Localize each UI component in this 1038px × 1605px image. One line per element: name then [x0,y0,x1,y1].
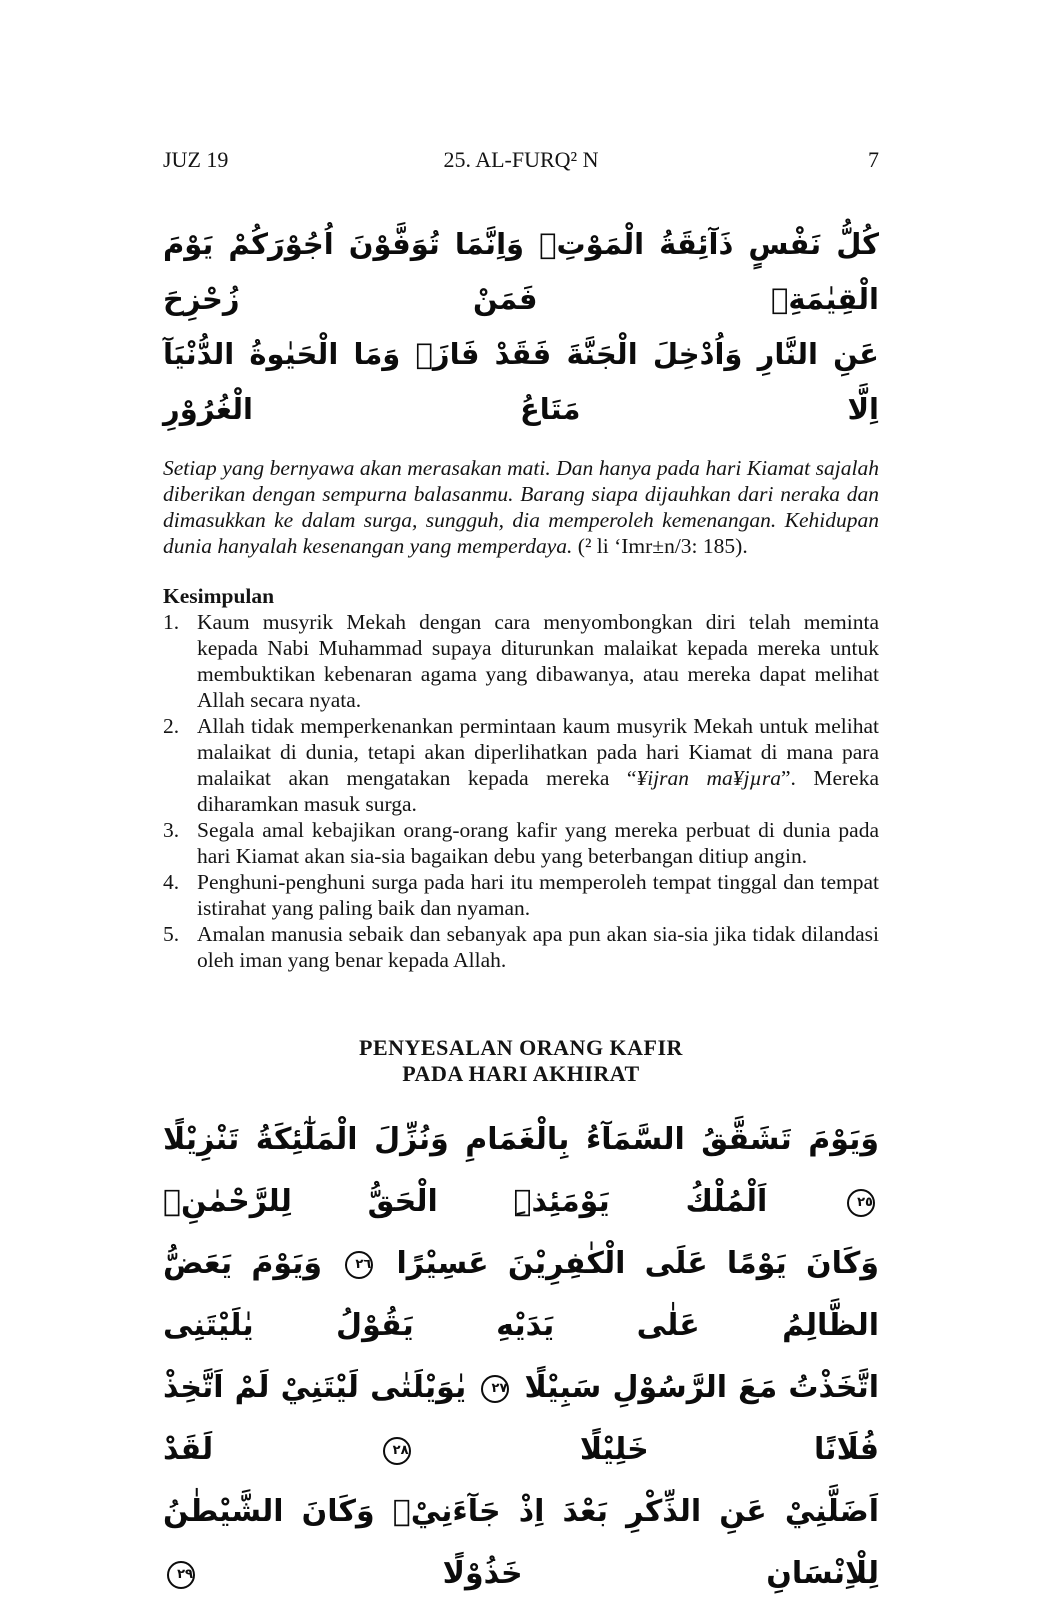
arabic-text: اتَّخَذْتُ مَعَ الرَّسُوْلِ سَبِيْلًا [513,1370,879,1405]
roman-text-segment: Allah tidak memperkenankan permintaan kaum musyrik Mekah untuk melihat malaikat di dunia, tetapi akan diperlihatkan pada hari Kiamat di mana para malaikat akan mengatakan kepada mereka “ [197,714,879,790]
arabic-verse-block-top [163,217,879,437]
italic-text-segment: ¥ijran ma¥jµra [636,766,781,790]
arabic-verse-line [163,217,879,327]
arabic-text: وَكَانَ يَوْمًا عَلَى الْكٰفِرِيْنَ عَسِيْرًا [377,1246,879,1281]
running-header [163,147,879,173]
verse-translation [163,455,879,559]
list-item-text [197,869,879,921]
roman-text-segment: Kaum musyrik Mekah dengan cara menyombongkan diri telah meminta kepada Nabi Muhammad supaya diturunkan malaikat kepada mereka untuk membuktikan kebenaran agama yang dibawanya, atau mereka dapat melihat Allah secara nyata. [197,610,879,712]
list-item-number: 1. [163,610,180,634]
arabic-verse-line [163,327,879,437]
arabic-text: عَنِ النَّارِ وَاُدْخِلَ الْجَنَّةَ فَقَدْ فَازَۗ وَمَا الْحَيٰوةُ الدُّنْيَآ اِلَّا مَتَاعُ الْغُرُوْرِ [163,337,879,426]
italic-text-segment: Setiap yang bernyawa akan merasakan mati. Dan hanya pada hari Kiamat sajalah diberikan dengan sempurna balasanmu. Barang siapa dijauhkan dari neraka dan dimasukkan ke dalam surga, sungguh, dia memperoleh kemenangan. Kehidupan dunia hanyalah kesenangan yang memperdaya. [163,456,879,558]
list-item [163,713,879,817]
arabic-text: اَضَلَّنِيْ عَنِ الذِّكْرِ بَعْدَ اِذْ جَآءَنِيْۗ وَكَانَ الشَّيْطٰنُ لِلْاِنْسَانِ خَذُوْلًا [163,1494,879,1591]
list-item [163,609,879,713]
list-item [163,921,879,973]
arabic-verse-block-bottom [163,1109,879,1605]
arabic-text: كُلُّ نَفْسٍ ذَآئِقَةُ الْمَوْتِۗ وَاِنَّمَا تُوَفَّوْنَ اُجُوْرَكُمْ يَوْمَ الْقِيٰمَةِۗ فَمَنْ زُحْزِحَ [163,227,879,316]
roman-text-segment: (² li ‘Imr±n/3: 185). [577,534,748,558]
arabic-text: يٰوَيْلَتٰى لَيْتَنِيْ لَمْ اَتَّخِذْ فُلَانًا خَلِيْلًا [163,1370,879,1467]
arabic-verse-line [163,1481,879,1605]
list-item-text [197,817,879,869]
list-item-text [197,609,879,713]
arabic-text: وَيَوْمَ يَعَضُّ الظَّالِمُ عَلٰى يَدَيْهِ يَقُوْلُ يٰلَيْتَنِى [163,1246,879,1343]
section-heading-line2: PADA HARI AKHIRAT [402,1061,640,1086]
kesimpulan-list [163,609,879,973]
roman-text-segment: Penghuni-penghuni surga pada hari itu memperoleh tempat tinggal dan tempat istirahat yang paling baik dan nyaman. [197,870,879,920]
list-item-text [197,713,879,817]
juz-label: JUZ 19 [163,147,229,172]
list-item [163,869,879,921]
list-item-number: 2. [163,714,180,738]
arabic-text: وَيَوْمَ تَشَقَّقُ السَّمَآءُ بِالْغَمَامِ وَنُزِّلَ الْمَلٰٓئِكَةُ تَنْزِيْلًا [163,1122,879,1157]
arabic-text: اَلْمُلْكُ يَوْمَئِذِۨ الْحَقُّ لِلرَّحْمٰنِۗ [163,1184,843,1219]
arabic-verse-line [163,1233,879,1357]
list-item-number: 4. [163,870,180,894]
arabic-text: لَقَدْ [163,1432,379,1467]
list-item-text [197,921,879,973]
ayah-number-marker: ٢٧ [481,1375,509,1403]
arabic-verse-line [163,1109,879,1233]
roman-text-segment: ”. Mereka diharamkan masuk surga. [197,766,879,816]
ayah-number-marker: ٢٩ [167,1561,195,1589]
surah-title: 25. AL-FURQ² N [443,147,599,172]
section-heading-line1: PENYESALAN ORANG KAFIR [359,1035,683,1060]
arabic-verse-line [163,1357,879,1481]
section-heading [163,1035,879,1087]
list-item-number: 5. [163,922,180,946]
kesimpulan-heading: Kesimpulan [163,584,275,608]
roman-text-segment: Segala amal kebajikan orang-orang kafir yang mereka perbuat di dunia pada hari Kiamat akan sia-sia bagaikan debu yang beterbangan ditiup angin. [197,818,879,868]
list-item [163,817,879,869]
list-item-number: 3. [163,818,180,842]
page-number: 7 [868,147,879,172]
ayah-number-marker: ٢٦ [345,1251,373,1279]
page-content [163,147,879,1605]
ayah-number-marker: ٢٥ [847,1189,875,1217]
roman-text-segment: Amalan manusia sebaik dan sebanyak apa pun akan sia-sia jika tidak dilandasi oleh iman yang benar kepada Allah. [197,922,879,972]
ayah-number-marker: ٢٨ [383,1437,411,1465]
